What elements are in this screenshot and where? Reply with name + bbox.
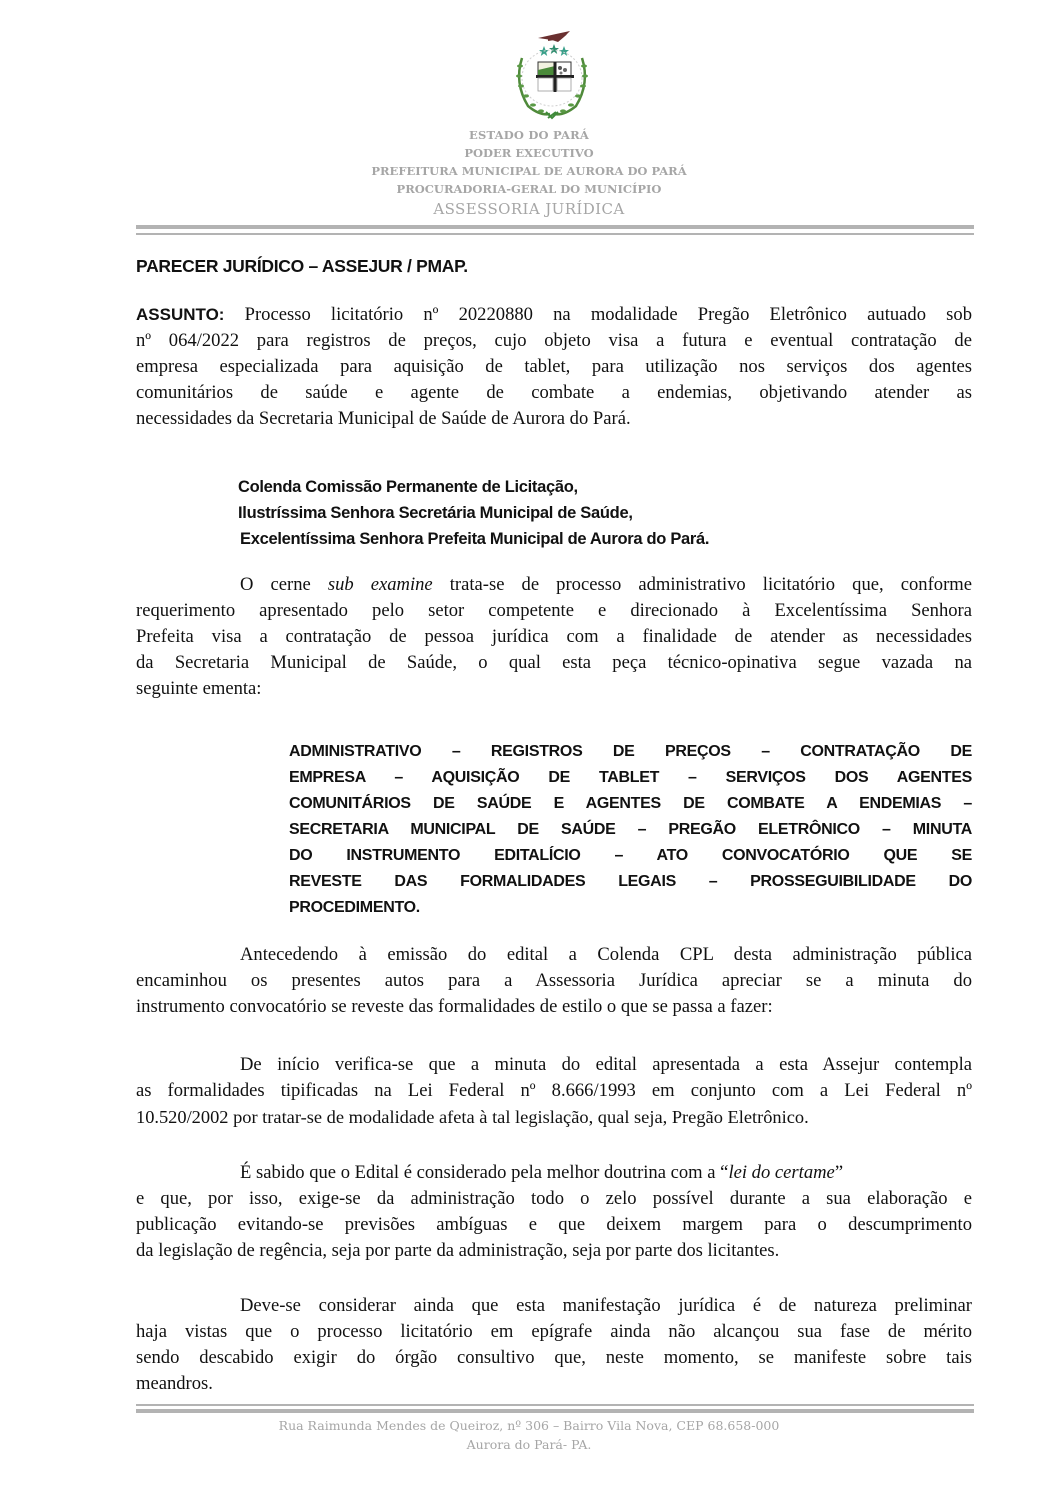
paragraph-line: Deve-se considerar ainda que esta manifestação jurídica é de natureza preliminar	[240, 1295, 972, 1316]
footer-divider-thin	[136, 1404, 974, 1406]
footer-divider-thick	[136, 1409, 974, 1413]
paragraph-line: haja vistas que o processo licitatório em epígrafe ainda não alcançou sua fase de mérito	[136, 1321, 972, 1342]
paragraph-line: as formalidades tipificadas na Lei Federal nº 8.666/1993 em conjunto com a Lei Federal nº	[136, 1080, 972, 1101]
ementa-line: COMUNITÁRIOS DE SAÚDE E AGENTES DE COMBATE A ENDEMIAS –	[289, 795, 972, 812]
ementa-line: SECRETARIA MUNICIPAL DE SAÚDE – PREGÃO ELETRÔNICO – MINUTA	[289, 821, 972, 838]
paragraph-line: seguinte ementa:	[136, 678, 262, 699]
subject-line	[136, 302, 972, 328]
subject-line: nº 064/2022 para registros de preços, cujo objeto visa a futura e eventual contratação de	[136, 330, 972, 351]
paragraph-line: Prefeita visa a contratação de pessoa jurídica com a finalidade de atender as necessidades	[136, 626, 972, 647]
paragraph-line: e que, por isso, exige-se da administração todo o zelo possível durante a sua elaboração e	[136, 1188, 972, 1209]
addressee: Ilustríssima Senhora Secretária Municipal de Saúde,	[238, 504, 633, 522]
subject-text: Processo licitatório nº 20220880 na modalidade Pregão Eletrônico autuado sob	[224, 304, 972, 325]
paragraph-line: da Secretaria Municipal de Saúde, o qual esta peça técnico-opinativa segue vazada na	[136, 652, 972, 673]
text-run: trata-se de processo administrativo licitatório que, conforme	[432, 574, 972, 595]
text-run: O cerne	[240, 574, 328, 595]
paragraph-line: 10.520/2002 por tratar-se de modalidade afeta à tal legislação, qual seja, Pregão Eletrônico.	[136, 1107, 809, 1127]
subject-line: comunitários de saúde e agente de combate a endemias, objetivando atender as	[136, 382, 972, 403]
footer-address: Rua Raimunda Mendes de Queiroz, nº 306 – Bairro Vila Nova, CEP 68.658-000	[278, 1418, 780, 1433]
paragraph-line: De início verifica-se que a minuta do edital apresentada a esta Assejur contempla	[240, 1054, 972, 1075]
header-legal-advisory: ASSESSORIA JURÍDICA	[433, 200, 625, 218]
paragraph-line	[240, 572, 972, 598]
ementa-line: ADMINISTRATIVO – REGISTROS DE PREÇOS – CONTRATAÇÃO DE	[289, 743, 972, 760]
paragraph-line: instrumento convocatório se reveste das formalidades de estilo o que se passa a fazer:	[136, 996, 773, 1017]
subject-label: ASSUNTO:	[136, 305, 225, 324]
ementa-line: EMPRESA – AQUISIÇÃO DE TABLET – SERVIÇOS DOS AGENTES	[289, 769, 972, 786]
paragraph-line: Antecedendo à emissão do edital a Colenda CPL desta administração pública	[240, 944, 972, 965]
paragraph-line: sendo descabido exigir do órgão consultivo que, neste momento, se manifeste sobre tais	[136, 1347, 972, 1368]
paragraph-line: meandros.	[136, 1373, 213, 1394]
paragraph-line: publicação evitando-se previsões ambíguas e que deixem margem para o descumprimento	[136, 1214, 972, 1235]
municipal-crest-icon	[508, 28, 596, 120]
subject-line: empresa especializada para aquisição de tablet, para utilização nos serviços dos agentes	[136, 356, 972, 377]
header-power: PODER EXECUTIVO	[464, 146, 594, 160]
paragraph-line	[240, 1160, 972, 1186]
paragraph-line: da legislação de regência, seja por parte da administração, seja por parte dos licitantes.	[136, 1240, 780, 1261]
addressee: Colenda Comissão Permanente de Licitação,	[238, 478, 578, 496]
ementa-line: REVESTE DAS FORMALIDADES LEGAIS – PROSSEGUIBILIDADE DO	[289, 873, 972, 890]
header-attorney-office: PROCURADORIA-GERAL DO MUNICÍPIO	[396, 182, 662, 196]
header-prefecture: PREFEITURA MUNICIPAL DE AURORA DO PARÁ	[371, 164, 687, 178]
header-state: ESTADO DO PARÁ	[469, 128, 589, 142]
addressee: Excelentíssima Senhora Prefeita Municipal de Aurora do Pará.	[240, 530, 710, 548]
ementa-line: DO INSTRUMENTO EDITALÍCIO – ATO CONVOCATÓRIO QUE SE	[289, 847, 972, 864]
text-run: É sabido que o Edital é considerado pela melhor doutrina com a “	[240, 1162, 729, 1183]
footer-city: Aurora do Pará- PA.	[466, 1437, 592, 1452]
paragraph-line: requerimento apresentado pelo setor competente e direcionado à Excelentíssima Senhora	[136, 600, 972, 621]
document-title: PARECER JURÍDICO – ASSEJUR / PMAP.	[136, 256, 468, 276]
header-divider-thick	[136, 225, 974, 229]
ementa-line: PROCEDIMENTO.	[289, 899, 420, 916]
header-divider-thin	[136, 233, 974, 235]
paragraph-line: encaminhou os presentes autos para a Assessoria Jurídica apreciar se a minuta do	[136, 970, 972, 991]
italic-term: lei do certame	[728, 1162, 835, 1183]
italic-term: sub examine	[327, 574, 433, 595]
text-run: ”	[834, 1162, 844, 1183]
subject-line: necessidades da Secretaria Municipal de Saúde de Aurora do Pará.	[136, 408, 631, 429]
